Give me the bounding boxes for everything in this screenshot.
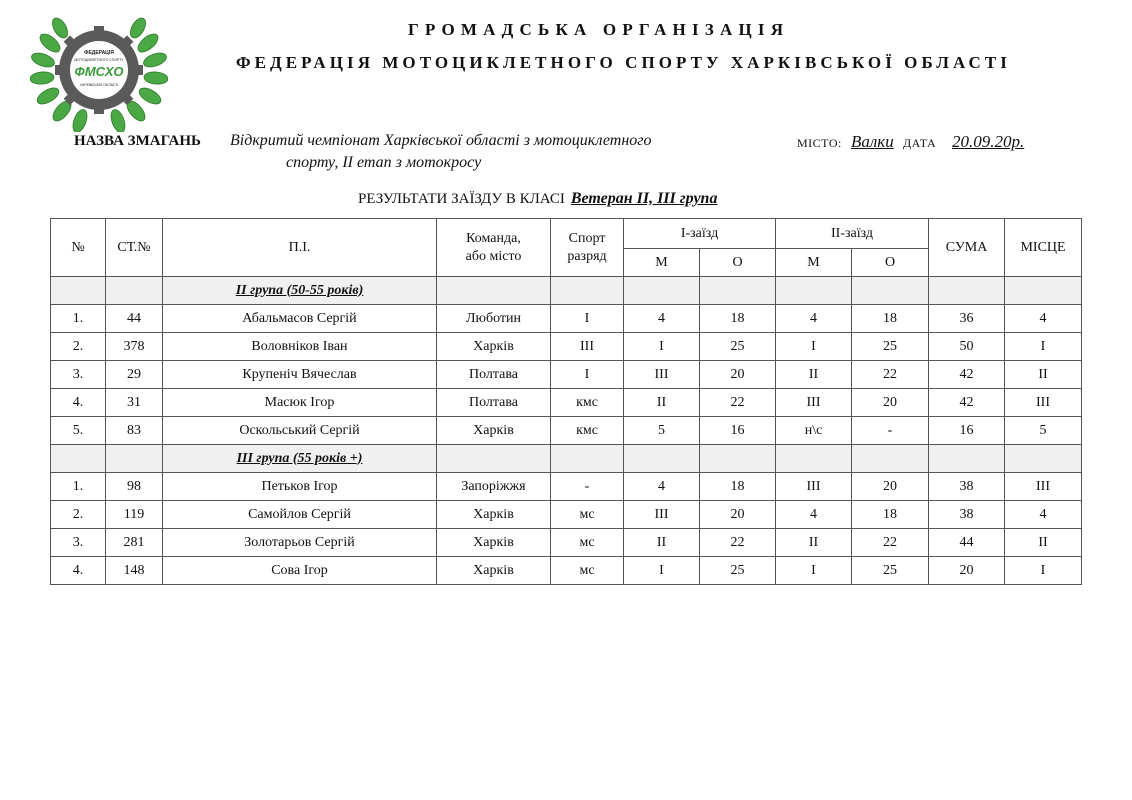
- race1-points-cell: 18: [700, 473, 776, 501]
- group-empty-cell: [51, 445, 106, 473]
- results-table: [50, 218, 1082, 585]
- race1-position-cell: ІІ: [624, 389, 700, 417]
- team-cell: Харків: [437, 501, 551, 529]
- sport-rank-cell: кмс: [551, 417, 624, 445]
- sport-rank-cell: ІІІ: [551, 333, 624, 361]
- race2-points-cell: 20: [852, 389, 929, 417]
- group-empty-cell: [1005, 445, 1082, 473]
- final-place-cell: ІІ: [1005, 361, 1082, 389]
- sport-rank-cell: мс: [551, 501, 624, 529]
- total-points-cell: 20: [929, 557, 1005, 585]
- row-number-cell: 4.: [51, 389, 106, 417]
- final-place-cell: І: [1005, 333, 1082, 361]
- total-points-cell: 38: [929, 501, 1005, 529]
- row-number-cell: 3.: [51, 361, 106, 389]
- race2-position-cell: ІІІ: [776, 389, 852, 417]
- rank-header-line1: Спорт: [568, 230, 606, 246]
- total-points-cell: 16: [929, 417, 1005, 445]
- row-number-cell: 4.: [51, 557, 106, 585]
- race2-position-cell: ІІ: [776, 529, 852, 557]
- row-number-cell: 2.: [51, 333, 106, 361]
- race2-points-cell: 25: [852, 333, 929, 361]
- laurel-gear-emblem-icon: [30, 8, 168, 132]
- group-empty-cell: [437, 445, 551, 473]
- row-number-cell: 1.: [51, 473, 106, 501]
- sport-rank-cell: І: [551, 305, 624, 333]
- start-number-cell: 378: [106, 333, 163, 361]
- race1-position-cell: ІІІ: [624, 361, 700, 389]
- col-header-race1-m: М: [624, 249, 700, 277]
- start-number-cell: 119: [106, 501, 163, 529]
- race1-position-cell: 4: [624, 305, 700, 333]
- group-title-text: ІІ група (50-55 років): [235, 282, 364, 298]
- start-number-cell: 148: [106, 557, 163, 585]
- svg-text:ФМСХО: ФМСХО: [74, 64, 124, 79]
- race2-position-cell: 4: [776, 305, 852, 333]
- table-row: [51, 501, 1082, 529]
- rider-name-cell: Оскольський Сергій: [163, 417, 437, 445]
- team-cell: Запоріжжя: [437, 473, 551, 501]
- group-row: [51, 445, 1082, 473]
- results-body: [51, 277, 1082, 585]
- group-empty-cell: [51, 277, 106, 305]
- sport-rank-cell: кмс: [551, 389, 624, 417]
- final-place-cell: 4: [1005, 501, 1082, 529]
- table-row: [51, 529, 1082, 557]
- svg-text:ФЕДЕРАЦІЯ: ФЕДЕРАЦІЯ: [84, 50, 114, 56]
- race2-points-cell: 20: [852, 473, 929, 501]
- race1-points-cell: 18: [700, 305, 776, 333]
- row-number-cell: 2.: [51, 501, 106, 529]
- rider-name-cell: Петьков Ігор: [163, 473, 437, 501]
- group-empty-cell: [700, 277, 776, 305]
- sport-rank-cell: -: [551, 473, 624, 501]
- race2-position-cell: н\с: [776, 417, 852, 445]
- final-place-cell: ІІІ: [1005, 389, 1082, 417]
- col-header-name: П.І.: [163, 219, 437, 277]
- col-header-race2: ІІ-заїзд: [776, 219, 929, 249]
- group-empty-cell: [929, 445, 1005, 473]
- group-empty-cell: [700, 445, 776, 473]
- race2-position-cell: 4: [776, 501, 852, 529]
- group-empty-cell: [852, 445, 929, 473]
- group-empty-cell: [106, 277, 163, 305]
- sport-rank-cell: І: [551, 361, 624, 389]
- col-header-place: МІСЦЕ: [1005, 219, 1082, 277]
- race1-position-cell: 5: [624, 417, 700, 445]
- table-row: [51, 417, 1082, 445]
- group-empty-cell: [551, 277, 624, 305]
- city-label: МІСТО:: [797, 136, 842, 150]
- race1-points-cell: 20: [700, 501, 776, 529]
- start-number-cell: 44: [106, 305, 163, 333]
- race2-points-cell: 18: [852, 501, 929, 529]
- date-label: ДАТА: [903, 136, 937, 150]
- start-number-cell: 29: [106, 361, 163, 389]
- race2-points-cell: 18: [852, 305, 929, 333]
- race1-position-cell: І: [624, 557, 700, 585]
- race2-position-cell: ІІ: [776, 361, 852, 389]
- rider-name-cell: Золотарьов Сергій: [163, 529, 437, 557]
- group-empty-cell: [776, 277, 852, 305]
- race1-position-cell: ІІ: [624, 529, 700, 557]
- group-empty-cell: [624, 277, 700, 305]
- class-name: Ветеран ІІ, ІІІ група: [570, 190, 718, 207]
- rider-name-cell: Абальмасов Сергій: [163, 305, 437, 333]
- rider-name-cell: Масюк Ігор: [163, 389, 437, 417]
- table-row: [51, 361, 1082, 389]
- race1-points-cell: 16: [700, 417, 776, 445]
- race1-points-cell: 22: [700, 529, 776, 557]
- team-cell: Харків: [437, 417, 551, 445]
- start-number-cell: 83: [106, 417, 163, 445]
- row-number-cell: 1.: [51, 305, 106, 333]
- row-number-cell: 3.: [51, 529, 106, 557]
- col-header-race2-m: М: [776, 249, 852, 277]
- competition-label: НАЗВА ЗМАГАНЬ: [74, 133, 201, 149]
- organization-name: ФЕДЕРАЦІЯ МОТОЦИКЛЕТНОГО СПОРТУ ХАРКІВСЬКОЇ ОБЛАСТІ: [236, 53, 1011, 72]
- table-row: [51, 557, 1082, 585]
- total-points-cell: 44: [929, 529, 1005, 557]
- svg-text:МОТОЦИКЛЕТНОГО СПОРТУ: МОТОЦИКЛЕТНОГО СПОРТУ: [74, 58, 124, 62]
- final-place-cell: 4: [1005, 305, 1082, 333]
- group-empty-cell: [437, 277, 551, 305]
- city-value: Валки: [851, 132, 894, 151]
- rider-name-cell: Самойлов Сергій: [163, 501, 437, 529]
- team-header-line1: Команда,: [466, 230, 521, 246]
- col-header-race2-o: О: [852, 249, 929, 277]
- col-header-race1: І-заїзд: [624, 219, 776, 249]
- col-header-rank: [551, 219, 624, 277]
- group-empty-cell: [1005, 277, 1082, 305]
- team-cell: Харків: [437, 529, 551, 557]
- results-heading: [358, 190, 717, 208]
- table-row: [51, 333, 1082, 361]
- group-empty-cell: [929, 277, 1005, 305]
- race1-points-cell: 22: [700, 389, 776, 417]
- group-empty-cell: [776, 445, 852, 473]
- competition-name-line2: спорту, ІІ етап з мотокросу: [286, 154, 482, 171]
- group-title-text: ІІІ група (55 років +): [236, 450, 363, 466]
- race1-points-cell: 20: [700, 361, 776, 389]
- race2-points-cell: 25: [852, 557, 929, 585]
- race2-position-cell: І: [776, 557, 852, 585]
- organization-type: ГРОМАДСЬКА ОРГАНІЗАЦІЯ: [408, 20, 790, 39]
- race2-position-cell: ІІІ: [776, 473, 852, 501]
- final-place-cell: І: [1005, 557, 1082, 585]
- col-header-sum: СУМА: [929, 219, 1005, 277]
- race2-points-cell: -: [852, 417, 929, 445]
- total-points-cell: 36: [929, 305, 1005, 333]
- table-row: [51, 305, 1082, 333]
- team-cell: Харків: [437, 557, 551, 585]
- date-value: 20.09.20р.: [952, 132, 1025, 151]
- group-row: [51, 277, 1082, 305]
- row-number-cell: 5.: [51, 417, 106, 445]
- header-row-1: [51, 219, 1082, 249]
- group-title: [163, 445, 437, 473]
- col-header-race1-o: О: [700, 249, 776, 277]
- rider-name-cell: Крупеніч Вячеслав: [163, 361, 437, 389]
- group-empty-cell: [551, 445, 624, 473]
- svg-text:ХАРКІВСЬКОЇ ОБЛАСТІ: ХАРКІВСЬКОЇ ОБЛАСТІ: [79, 83, 119, 87]
- competition-name-line1: Відкритий чемпіонат Харківської області з мотоциклетного: [230, 132, 652, 149]
- rider-name-cell: Воловніков Іван: [163, 333, 437, 361]
- team-cell: Полтава: [437, 361, 551, 389]
- group-empty-cell: [852, 277, 929, 305]
- start-number-cell: 98: [106, 473, 163, 501]
- federation-logo: [30, 8, 168, 132]
- start-number-cell: 31: [106, 389, 163, 417]
- race1-points-cell: 25: [700, 557, 776, 585]
- team-cell: Полтава: [437, 389, 551, 417]
- start-number-cell: 281: [106, 529, 163, 557]
- team-header-line2: або місто: [465, 248, 522, 264]
- total-points-cell: 50: [929, 333, 1005, 361]
- race1-position-cell: І: [624, 333, 700, 361]
- race2-position-cell: І: [776, 333, 852, 361]
- rider-name-cell: Сова Ігор: [163, 557, 437, 585]
- table-row: [51, 389, 1082, 417]
- team-cell: Харків: [437, 333, 551, 361]
- col-header-start-no: СТ.№: [106, 219, 163, 277]
- table-row: [51, 473, 1082, 501]
- total-points-cell: 42: [929, 389, 1005, 417]
- sport-rank-cell: мс: [551, 529, 624, 557]
- final-place-cell: 5: [1005, 417, 1082, 445]
- total-points-cell: 42: [929, 361, 1005, 389]
- total-points-cell: 38: [929, 473, 1005, 501]
- col-header-no: №: [51, 219, 106, 277]
- group-empty-cell: [624, 445, 700, 473]
- final-place-cell: ІІІ: [1005, 473, 1082, 501]
- col-header-team: [437, 219, 551, 277]
- race2-points-cell: 22: [852, 529, 929, 557]
- sport-rank-cell: мс: [551, 557, 624, 585]
- race1-position-cell: ІІІ: [624, 501, 700, 529]
- results-title: РЕЗУЛЬТАТИ ЗАЇЗДУ В КЛАСІ: [358, 191, 565, 207]
- final-place-cell: ІІ: [1005, 529, 1082, 557]
- group-title: [163, 277, 437, 305]
- race2-points-cell: 22: [852, 361, 929, 389]
- team-cell: Люботин: [437, 305, 551, 333]
- group-empty-cell: [106, 445, 163, 473]
- rank-header-line2: разряд: [567, 248, 607, 264]
- race1-points-cell: 25: [700, 333, 776, 361]
- race1-position-cell: 4: [624, 473, 700, 501]
